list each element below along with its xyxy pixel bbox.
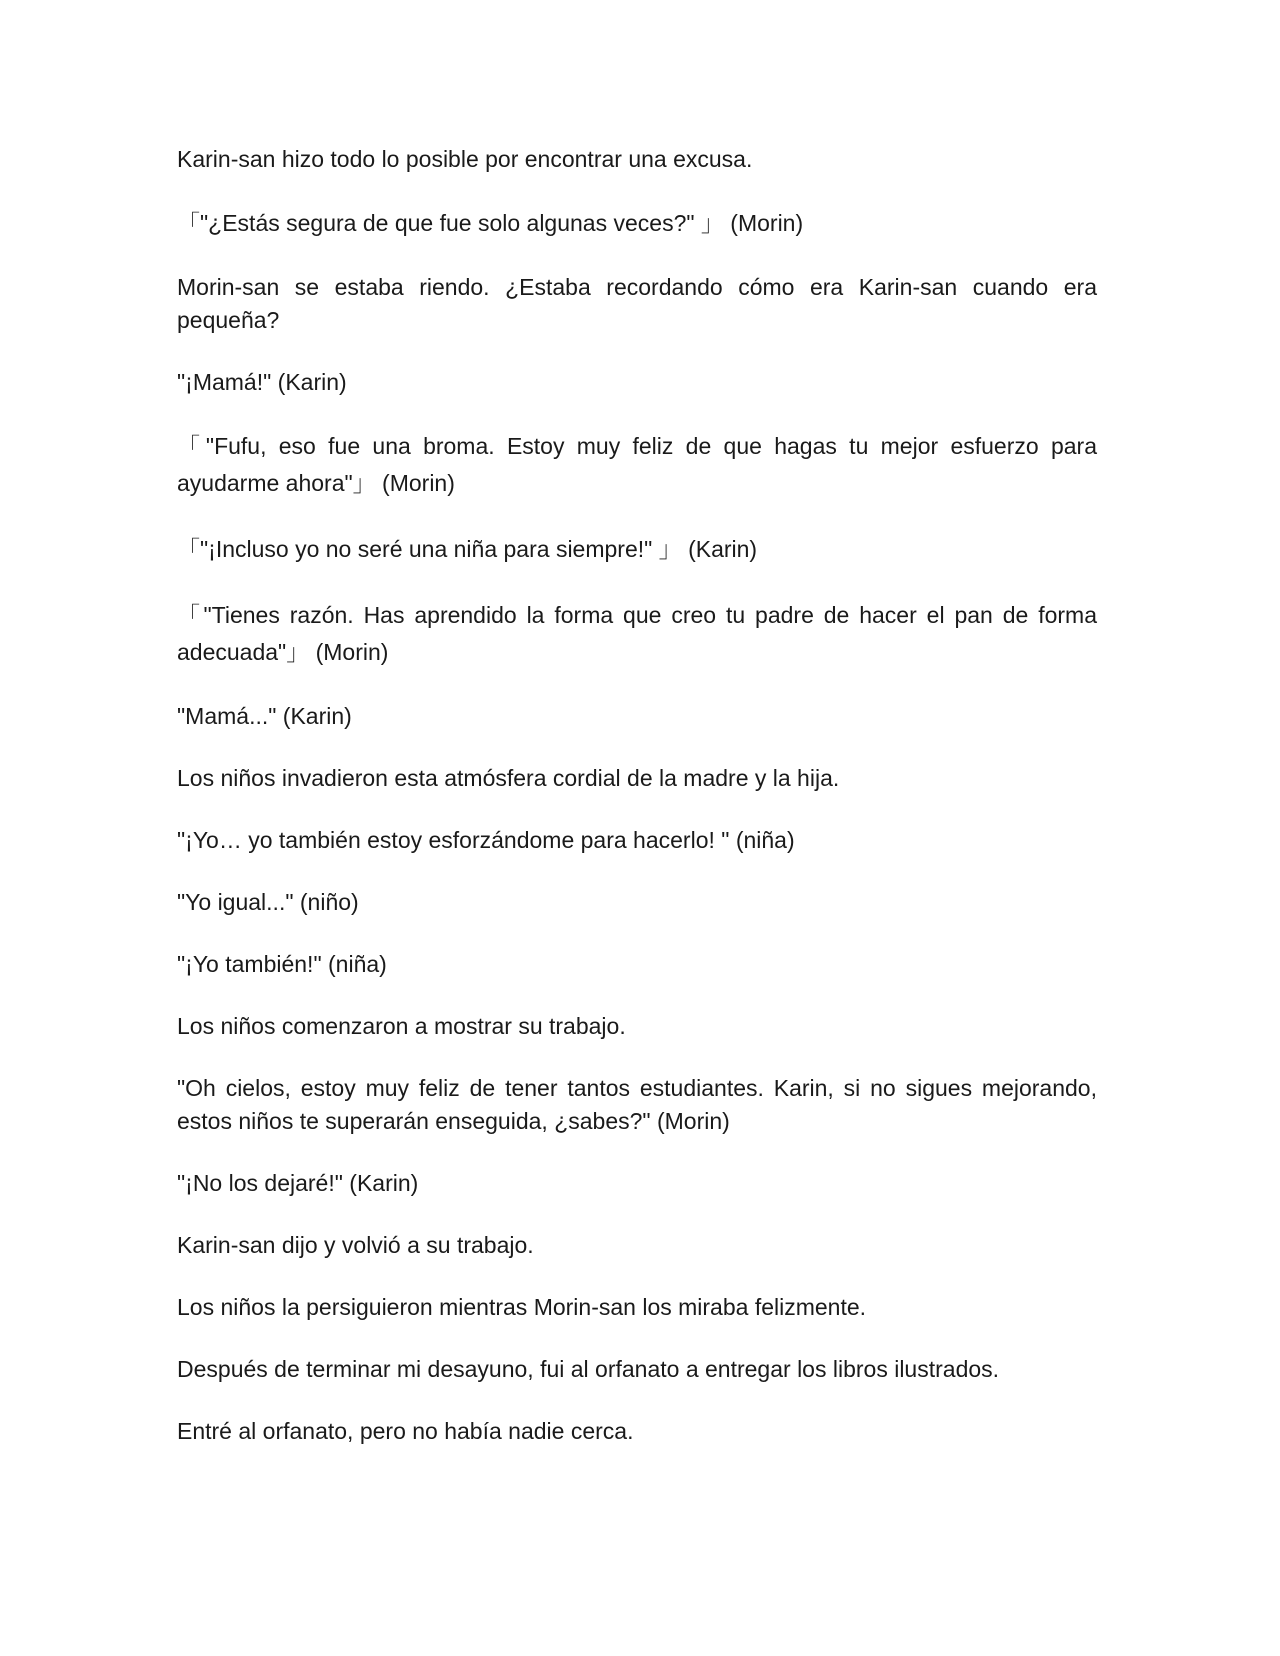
- paragraph: 「"¿Estás segura de que fue solo algunas veces?" 」 (Morin): [177, 210, 804, 236]
- paragraph: Los niños comenzaron a mostrar su trabajo.: [177, 1013, 626, 1039]
- paragraph: Los niños invadieron esta atmósfera cordial de la madre y la hija.: [177, 765, 840, 791]
- paragraph: 「"Fufu, eso fue una broma. Estoy muy feliz de que hagas tu mejor esfuerzo para ayudarme ahora"」 (Morin): [177, 433, 1097, 496]
- paragraph: 「"Tienes razón. Has aprendido la forma que creo tu padre de hacer el pan de forma adecuada"」 (Morin): [177, 602, 1097, 665]
- paragraph: "Mamá..." (Karin): [177, 703, 352, 729]
- paragraph: Los niños la persiguieron mientras Morin-san los miraba felizmente.: [177, 1294, 867, 1320]
- paragraph: 「"¡Incluso yo no seré una niña para siempre!" 」 (Karin): [177, 536, 758, 562]
- paragraph: Karin-san dijo y volvió a su trabajo.: [177, 1232, 534, 1258]
- paragraph: "¡Yo… yo también estoy esforzándome para hacerlo! " (niña): [177, 827, 795, 853]
- paragraph: Entré al orfanato, pero no había nadie cerca.: [177, 1418, 634, 1444]
- paragraph: "¡Yo también!" (niña): [177, 951, 387, 977]
- paragraph: "Yo igual..." (niño): [177, 889, 359, 915]
- document-body: [177, 143, 1097, 1477]
- paragraph: "Oh cielos, estoy muy feliz de tener tantos estudiantes. Karin, si no sigues mejorando, estos niños te superarán enseguida, ¿sabes?" (Morin): [177, 1075, 1097, 1134]
- paragraph: Karin-san hizo todo lo posible por encontrar una excusa.: [177, 146, 753, 172]
- paragraph: "¡Mamá!" (Karin): [177, 369, 347, 395]
- paragraph: Morin-san se estaba riendo. ¿Estaba recordando cómo era Karin-san cuando era pequeña?: [177, 274, 1097, 333]
- paragraph: "¡No los dejaré!" (Karin): [177, 1170, 419, 1196]
- paragraph: Después de terminar mi desayuno, fui al orfanato a entregar los libros ilustrados.: [177, 1356, 1000, 1382]
